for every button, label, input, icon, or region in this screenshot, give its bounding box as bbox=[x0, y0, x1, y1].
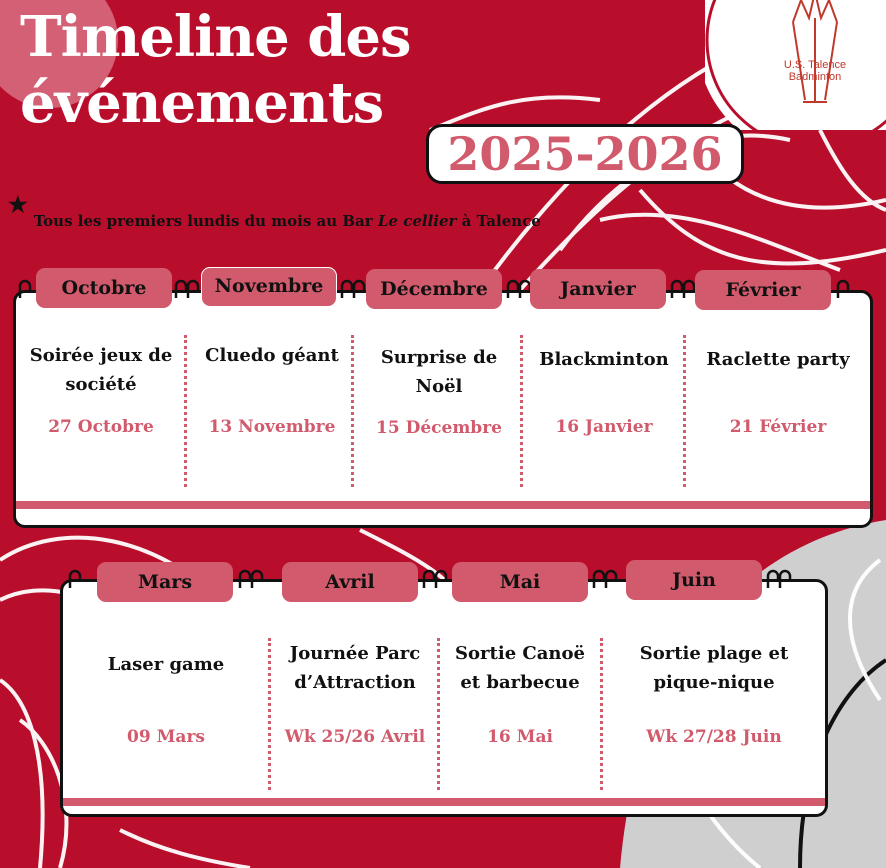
event-date: 21 Février bbox=[729, 417, 827, 437]
event-column bbox=[63, 582, 269, 814]
card-bottom-stripe bbox=[16, 501, 870, 509]
logo-text-line1: U.S. Talence bbox=[783, 59, 847, 71]
recurring-note bbox=[8, 192, 541, 230]
event-title: Blackminton bbox=[539, 349, 669, 370]
event-date: 15 Décembre bbox=[376, 418, 502, 438]
timeline-card-autumn-winter bbox=[13, 290, 873, 528]
event-title: Cluedo géant bbox=[205, 345, 339, 366]
event-date: 27 Octobre bbox=[48, 417, 154, 437]
month-tab-fevrier: Février bbox=[695, 270, 831, 310]
club-logo bbox=[705, 0, 886, 130]
page-title bbox=[20, 4, 411, 136]
event-column bbox=[354, 293, 524, 525]
month-tab-mai: Mai bbox=[452, 562, 588, 602]
month-tab-avril: Avril bbox=[282, 562, 418, 602]
note-prefix: Tous les premiers lundis du mois au Bar bbox=[33, 212, 378, 230]
event-column bbox=[603, 582, 825, 814]
event-title: Laser game bbox=[107, 654, 225, 675]
month-tab-janvier: Janvier bbox=[530, 269, 666, 309]
event-column bbox=[523, 293, 685, 525]
event-title: Journée Parc d’Attraction bbox=[289, 643, 421, 693]
month-tab-decembre: Décembre bbox=[366, 269, 502, 309]
month-tab-octobre: Octobre bbox=[36, 268, 172, 308]
year-badge: 2025-2026 bbox=[426, 124, 744, 184]
note-text bbox=[34, 212, 541, 230]
note-venue: Le cellier bbox=[377, 212, 457, 230]
event-title: Sortie plage et pique-nique bbox=[639, 643, 789, 693]
star-icon: ★ bbox=[8, 192, 28, 218]
month-tab-novembre: Novembre bbox=[201, 267, 337, 307]
event-date: Wk 27/28 Juin bbox=[646, 727, 782, 747]
event-column bbox=[187, 293, 357, 525]
title-line-1: Timeline des bbox=[20, 4, 411, 70]
event-date: 13 Novembre bbox=[208, 417, 336, 437]
title-line-2: événements bbox=[20, 70, 384, 136]
event-column bbox=[271, 582, 439, 814]
event-column bbox=[440, 582, 600, 814]
event-title: Soirée jeux de société bbox=[29, 345, 173, 395]
timeline-card-spring bbox=[60, 579, 828, 817]
month-tab-mars: Mars bbox=[97, 562, 233, 602]
event-column bbox=[16, 293, 186, 525]
event-title: Raclette party bbox=[706, 349, 850, 370]
logo-text-line2: Badminton bbox=[788, 71, 842, 83]
event-date: Wk 25/26 Avril bbox=[284, 727, 426, 747]
event-column bbox=[686, 293, 870, 525]
event-date: 16 Janvier bbox=[555, 417, 653, 437]
event-date: 16 Mai bbox=[487, 727, 553, 747]
event-date: 09 Mars bbox=[127, 727, 205, 747]
card-bottom-stripe bbox=[63, 798, 825, 806]
event-title: Surprise de Noël bbox=[380, 347, 498, 397]
month-tab-juin: Juin bbox=[626, 560, 762, 600]
event-title: Sortie Canoë et barbecue bbox=[455, 643, 585, 693]
note-suffix: à Talence bbox=[456, 212, 541, 230]
